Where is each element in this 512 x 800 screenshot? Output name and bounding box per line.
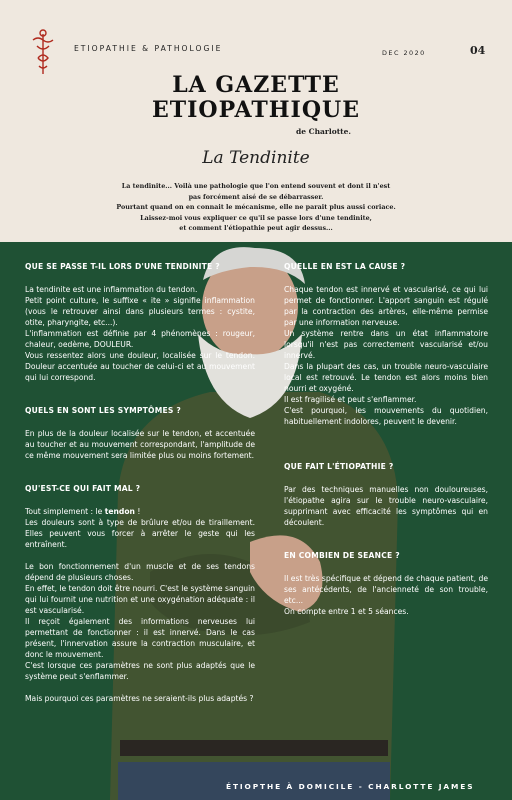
paragraph: C'est pourquoi, les mouvements du quotidien, habituellement indolores, peuvent le devenir. [284,406,488,426]
page-title-line2: ETIOPATHIQUE [152,97,360,123]
paragraph: En effet, le tendon doit être nourri. C'est le système sanguin qui lui fournit une nutrition et une oxygénation adéquate : il est vascularisé. [25,584,255,615]
paragraph [25,506,255,517]
left-column [25,261,255,704]
paragraph: En plus de la douleur localisée sur le tendon, et accentuée au toucher et au mouvement correspondant, l'amplitude de ce même mouvement sera limitée plus ou moins fortement. [25,429,255,460]
paragraph: C'est lorsque ces paramètres ne sont plus adaptés que le système peut s'enflammer. [25,661,255,681]
header-area [0,0,512,242]
right-column [284,261,488,617]
paragraph: Mais pourquoi ces paramètres ne seraient-ils plus adaptés ? [25,694,254,703]
brand-name: ETIOPATHIE & PATHOLOGIE [74,44,223,53]
section-heading: QUE FAIT L'ÉTIOPATHIE ? [284,462,394,471]
paragraph: Chaque tendon est innervé et vascularisé, ce qui lui permet de fonctionner. L'apport sanguin est régulé par la contraction des artères, elle-même permise par une information nerveuse. [284,285,488,327]
paragraph: L'inflammation est définie par 4 phénomènes : rougeur, chaleur, oedème, DOULEUR. [25,329,255,349]
section-heading: QU'EST-CE QUI FAIT MAL ? [25,484,141,493]
section-heading: QUELLE EN EST LA CAUSE ? [284,262,406,271]
text-span: Tout simplement : le [25,507,105,516]
byline: de Charlotte. [296,127,352,136]
paragraph: La tendinite est une inflammation du tendon. [25,285,198,294]
text-span: ! [134,507,141,516]
caduceus-logo-icon [30,28,56,76]
intro-line: pas forcément aisé de se débarrasser. [188,192,324,201]
paragraph: Les douleurs sont à type de brûlure et/ou de tiraillement. Elles peuvent vous forcer à arrêter le geste qui les entraînent. [25,518,255,549]
issue-date: DEC 2020 [382,49,426,57]
footer-text: ÉTIOPTHE À DOMICILE - CHARLOTTE JAMES [226,782,475,791]
section-heading: EN COMBIEN DE SEANCE ? [284,551,400,560]
paragraph: Vous ressentez alors une douleur, localisée sur le tendon. Douleur accentuée au toucher de celui-ci et au mouvement qui lui correspond. [25,351,255,382]
paragraph: Il est très spécifique et dépend de chaque patient, de ses antécédents, de l'ancienneté de son trouble, etc... [284,574,488,605]
issue-number: 04 [470,44,486,57]
paragraph: On compte entre 1 et 5 séances. [284,607,409,616]
article-subtitle: La Tendinite [202,148,310,168]
paragraph: Le bon fonctionnement d'un muscle et de ses tendons dépend de plusieurs choses. [25,562,255,582]
bold-text: tendon [104,507,135,516]
page-title-line1: LA GAZETTE [172,72,340,98]
paragraph: Dans la plupart des cas, un trouble neuro-vasculaire local est retrouvé. Le tendon est alors moins bien nourri et oxygéné. [284,362,488,393]
section-heading: QUE SE PASSE T-IL LORS D'UNE TENDINITE ? [25,262,220,271]
paragraph: Il reçoit également des informations nerveuses lui permettant de fonctionner : il est innervé. Dans le cas présent, l'innervation assure la contraction musculaire, et donc le mouvement. [25,617,255,659]
intro-text [110,181,402,234]
section-heading: QUELS EN SONT LES SYMPTÔMES ? [25,406,181,415]
intro-line: et comment l'étiopathie peut agir dessus... [179,224,333,232]
article-body [0,242,512,800]
intro-line: Laissez-moi vous expliquer ce qu'il se passe lors d'une tendinite, [140,213,372,222]
intro-line: La tendinite... Voilà une pathologie que l'on entend souvent et dont il n'est [121,182,391,190]
paragraph: Petit point culture, le suffixe « ite » signifie inflammation (vous le retrouver ainsi dans plusieurs termes : cystite, otite, pharyngite, etc...). [25,296,255,327]
paragraph: Par des techniques manuelles non douloureuses, l'étiopathe agira sur le trouble neuro-vasculaire, supprimant avec efficacité les symptômes qui en découlent. [284,485,488,527]
intro-line: Pourtant quand on en connait le mécanisme, elle ne parait plus aussi coriace. [116,203,396,211]
paragraph: Il est fragilisé et peut s'enflammer. [284,395,417,404]
paragraph: Un système rentre dans un état inflammatoire lorsqu'il n'est pas correctement vascularisé et/ou innervé. [284,329,488,360]
